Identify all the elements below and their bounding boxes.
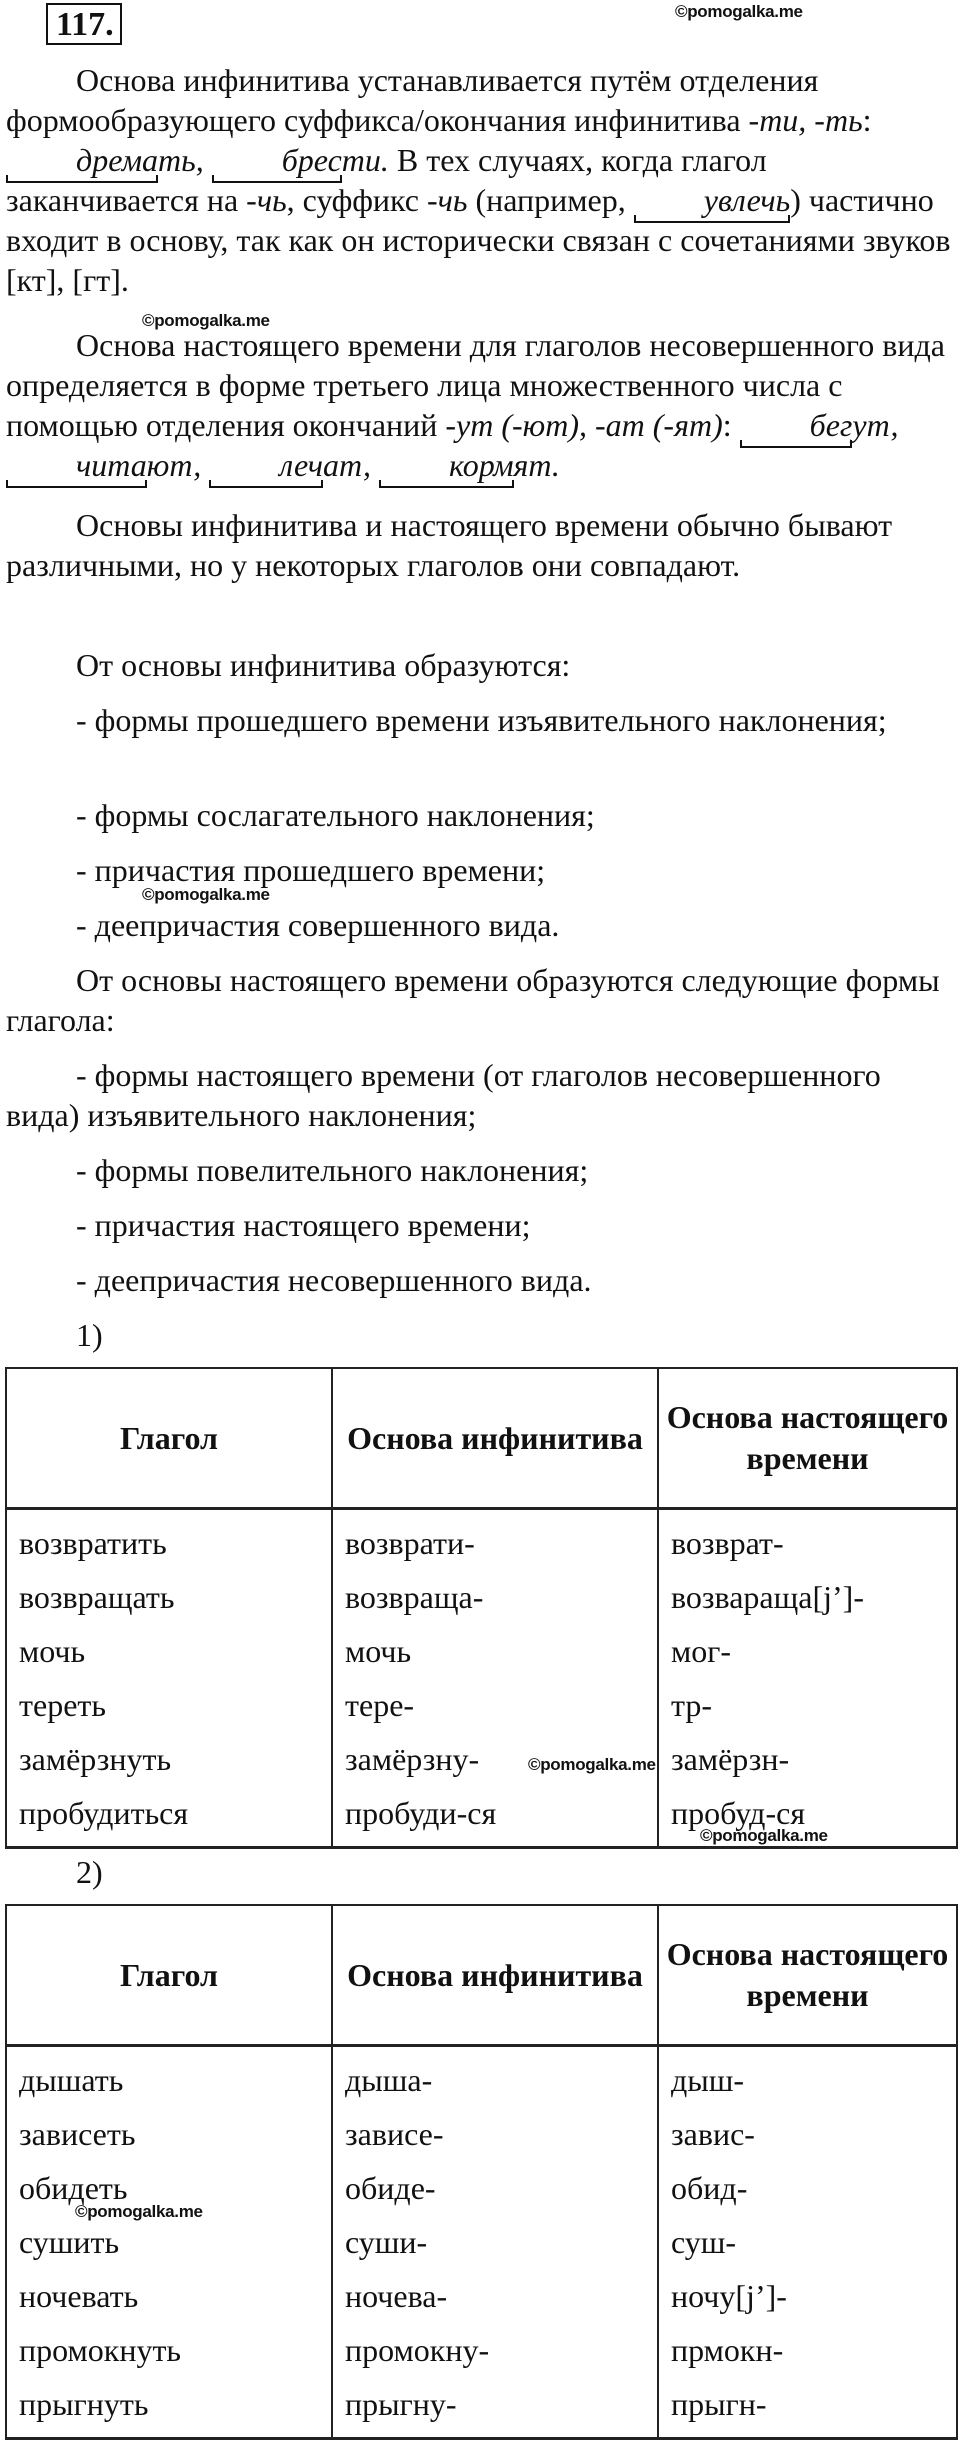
watermark: ©pomogalka.me [142,885,270,904]
endings: ут (-ют), -ат (-ят) [456,407,723,443]
table-1-label: 1) [76,1317,103,1353]
text [204,142,212,178]
verb-cell: тереть [6,1678,332,1732]
verb-cell: промокнуть [6,2323,332,2377]
table-row [6,2377,957,2439]
infinitive-stem-cell: дыша- [332,2046,658,2108]
table-row [6,2046,957,2108]
ending-example: ят. [513,447,560,483]
present-stem-cell: замёрзн- [658,1732,957,1786]
paragraph-present-forms-intro: От основы настоящего времени образуются следующие формы глагола: [6,962,940,1038]
ending-example: ть, [158,142,204,178]
table-2-label: 2) [76,1854,103,1890]
infinitive-stem-cell: замёрзну- [332,1732,658,1786]
list-item: - деепричастия несовершенного вида. [76,1262,592,1298]
infinitive-stem-cell: обиде- [332,2161,658,2215]
ending-example: ат, [323,447,371,483]
verb-cell: ночевать [6,2269,332,2323]
header-infinitive-stem: Основа инфинитива [332,1905,658,2046]
list-item: - причастия прошедшего времени; [76,852,546,888]
verb-stems-table-2 [5,1904,958,2440]
table-row [6,1678,957,1732]
infinitive-stem-cell: зависе- [332,2107,658,2161]
ending-example: ти. [341,142,389,178]
verb-cell: возвратить [6,1509,332,1571]
header-present-stem: Основа настоящего времени [658,1368,957,1509]
watermark: ©pomogalka.me [700,1826,828,1845]
text: В тех случаях, когда глагол заканчивается на [6,142,767,218]
watermark: ©pomogalka.me [675,2,803,21]
header-infinitive-stem: Основа инфинитива [332,1368,658,1509]
verb-cell: сушить [6,2215,332,2269]
header-present-stem: Основа настоящего времени [658,1905,957,2046]
text: : [722,407,740,443]
paragraph-stems-differ: Основы инфинитива и настоящего времени обычно бывают различными, но у некоторых глаголов они совпадают. [6,507,893,583]
table-row [6,1570,957,1624]
verb-cell: прыгнуть [6,2377,332,2439]
verb-cell: дышать [6,2046,332,2108]
text: , суффикс [286,182,427,218]
exercise-number: 117. [46,3,122,45]
text: Основа настоящего времени для глаголов несовершенного вида определяется в форме третьего лица множественного числа с помощью отделения окончаний - [6,327,945,443]
text: : [862,102,872,138]
watermark: ©pomogalka.me [142,311,270,330]
infinitive-stem-cell: возвраща- [332,1570,658,1624]
stem-example: дрема [6,140,158,180]
present-stem-cell: обид- [658,2161,957,2215]
verb-stems-table-1 [5,1367,958,1849]
ending-example: ют, [146,447,202,483]
present-stem-cell: прмокн- [658,2323,957,2377]
table-header-row [6,1905,957,2046]
present-stem-cell: тр- [658,1678,957,1732]
infinitive-stem-cell: возврати- [332,1509,658,1571]
ending-ch: -чь [427,182,468,218]
stem-example: увлечь [634,180,790,220]
paragraph-infinitive-stem [6,60,956,300]
ending-example: ут, [852,407,899,443]
infinitive-stem-cell: мочь [332,1624,658,1678]
stem-example: бег [740,405,853,445]
infinitive-stem-cell: ночева- [332,2269,658,2323]
present-stem-cell: суш- [658,2215,957,2269]
verb-cell: возвращать [6,1570,332,1624]
table-row [6,2107,957,2161]
list-item: - формы сослагательного наклонения; [76,797,595,833]
present-stem-cell: возврат- [658,1509,957,1571]
list-item: - деепричастия совершенного вида. [76,907,560,943]
list-item: - формы повелительного наклонения; [76,1152,589,1188]
infinitive-stem-cell: суши- [332,2215,658,2269]
table-row [6,1509,957,1571]
paragraph-present-stem [6,325,956,485]
table-row [6,1624,957,1678]
text: Основа инфинитива устанавливается путём отделения формообразующего суффикса/окончания инфинитива [6,62,819,138]
infinitive-stem-cell: промокну- [332,2323,658,2377]
header-verb: Глагол [6,1368,332,1509]
present-stem-cell: ночу[j’]- [658,2269,957,2323]
text: ) частично входит в основу, так как он исторически связан с сочетаниями звуков [кт], [гт]. [6,182,951,298]
list-item: - причастия настоящего времени; [76,1207,531,1243]
table-row [6,2269,957,2323]
present-stem-cell: прыгн- [658,2377,957,2439]
present-stem-cell: завис- [658,2107,957,2161]
verb-cell: обидеть [6,2161,332,2215]
table-row [6,1732,957,1786]
present-stem-cell: возвараща[j’]- [658,1570,957,1624]
verb-cell: зависеть [6,2107,332,2161]
stem-example: корм [379,445,514,485]
paragraph-infinitive-forms-intro: От основы инфинитива образуются: [76,647,571,683]
verb-cell: замёрзнуть [6,1732,332,1786]
ending-ti: -ти, [748,102,807,138]
verb-cell: мочь [6,1624,332,1678]
stem-example: чита [6,445,147,485]
ending-t: -ть [814,102,863,138]
present-stem-cell: дыш- [658,2046,957,2108]
stem-example: леч [209,445,323,485]
present-stem-cell: пробуд-ся [658,1786,957,1848]
table-header-row [6,1368,957,1509]
watermark: ©pomogalka.me [75,2202,203,2221]
infinitive-stem-cell: пробуди-ся [332,1786,658,1848]
infinitive-stem-cell: прыгну- [332,2377,658,2439]
table-row [6,2215,957,2269]
text: (например, [467,182,634,218]
verb-cell: пробудиться [6,1786,332,1848]
header-verb: Глагол [6,1905,332,2046]
watermark: ©pomogalka.me [528,1755,656,1774]
list-item: - формы прошедшего времени изъявительного наклонения; [76,702,887,738]
infinitive-stem-cell: тере- [332,1678,658,1732]
ending-ch: -чь [246,182,287,218]
stem-example: брес [212,140,342,180]
present-stem-cell: мог- [658,1624,957,1678]
table-row [6,2323,957,2377]
list-item: - формы настоящего времени (от глаголов несовершенного вида) изъявительного наклонения; [6,1057,881,1133]
